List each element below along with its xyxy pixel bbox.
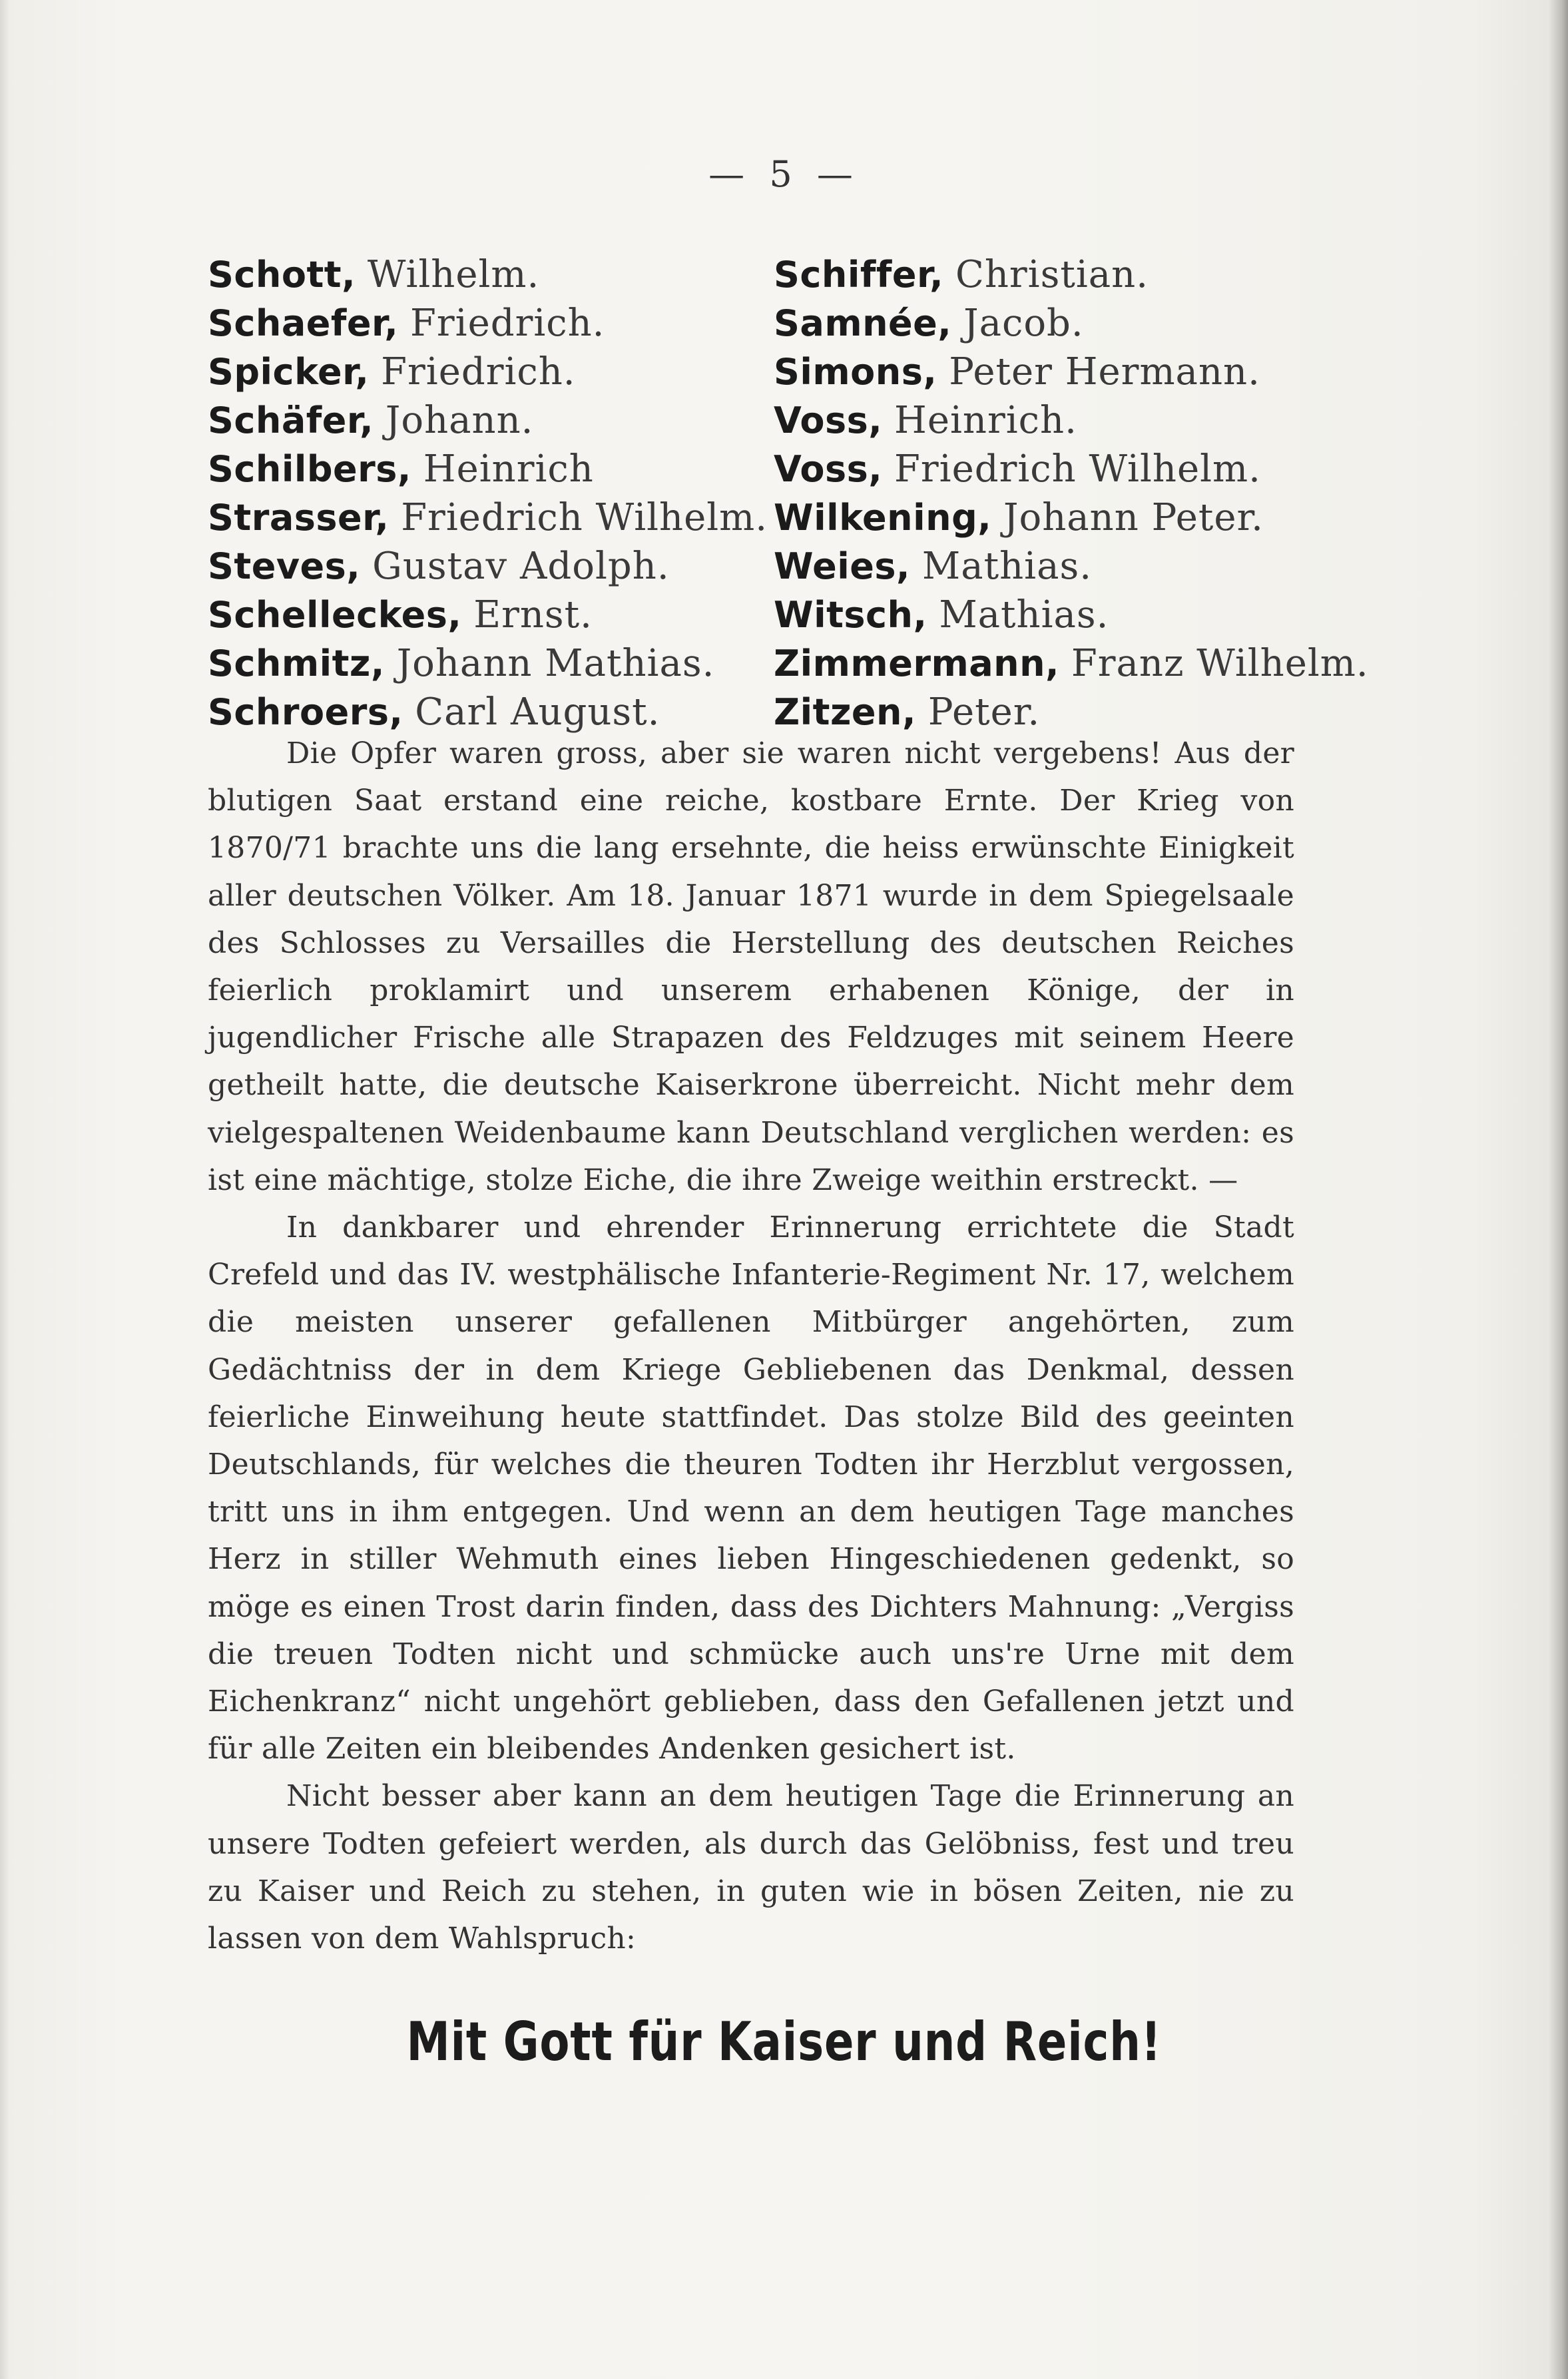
name-entry (774, 299, 1313, 348)
name-entry (774, 493, 1313, 542)
name-entry (208, 542, 774, 591)
surname: Zimmermann, (774, 643, 1060, 684)
given-name: Ernst. (473, 593, 593, 637)
name-entry (774, 542, 1313, 591)
surname: Spicker, (208, 351, 370, 393)
surname: Schilbers, (208, 448, 411, 490)
surname: Schaefer, (208, 302, 399, 344)
name-entry (774, 639, 1369, 688)
given-name: Peter. (927, 690, 1041, 734)
surname: Weies, (774, 545, 911, 587)
page-right-edge (1548, 0, 1568, 2379)
surname: Schmitz, (208, 643, 385, 684)
page-number: — 5 — (708, 153, 860, 195)
name-entry (774, 250, 1313, 299)
surname: Steves, (208, 545, 361, 587)
given-name: Heinrich (423, 447, 594, 491)
given-name: Carl August. (415, 690, 660, 734)
surname: Voss, (774, 448, 883, 490)
surname: Zitzen, (774, 691, 916, 733)
given-name: Friedrich. (410, 302, 605, 345)
name-entry (208, 591, 774, 639)
surname: Schelleckes, (208, 594, 462, 636)
surname: Schroers, (208, 691, 403, 733)
given-name: Johann Mathias. (396, 642, 715, 685)
page-left-edge (0, 0, 9, 2379)
given-name: Friedrich Wilhelm. (401, 496, 768, 539)
given-name: Heinrich. (894, 399, 1077, 442)
given-name: Gustav Adolph. (372, 545, 670, 588)
paragraph: Nicht besser aber kann an dem heutigen Tage die Erinnerung an unsere Todten gefeiert werden, als durch das Gelöbniss, fest und treu zu Kaiser und Reich zu stehen, in guten wie in bösen Zeiten, nie zu lassen von dem Wahlspruch: (208, 1779, 1294, 1956)
given-name: Johann Peter. (1003, 496, 1264, 539)
given-name: Friedrich. (381, 350, 576, 394)
names-column-right (774, 250, 1369, 736)
given-name: Mathias. (921, 545, 1093, 588)
name-entry (774, 348, 1313, 396)
names-list (208, 250, 1369, 736)
motto: Mit Gott für Kaiser und Reich! (406, 2011, 1162, 2073)
paragraph: Die Opfer waren gross, aber sie waren nicht vergebens! Aus der blutigen Saat erstand eine reiche, kostbare Ernte. Der Krieg von 1870/71 brachte uns die lang ersehnte, die heiss erwünschte Einigkeit aller deutschen Völker. Am 18. Januar 1871 wurde in dem Spiegelsaale des Schlosses zu Versailles die Herstellung des deutschen Reiches feierlich proklamirt und unserem erhabenen Könige, der in jugendlicher Frische alle Strapazen des Feldzuges mit seinem Heere getheilt hatte, die deutsche Kaiserkrone überreicht. Nicht mehr dem vielgespaltenen Weidenbaume kann Deutschland verglichen werden: es ist eine mächtige, stolze Eiche, die ihre Zweige weithin erstreckt. — (208, 736, 1294, 1197)
given-name: Wilhelm. (367, 253, 540, 296)
given-name: Mathias. (939, 593, 1109, 637)
name-entry (208, 250, 774, 299)
surname: Schäfer, (208, 399, 374, 441)
given-name: Christian. (955, 253, 1149, 296)
names-column-left (208, 250, 774, 736)
surname: Schott, (208, 254, 356, 296)
name-entry (208, 348, 774, 396)
name-entry (208, 299, 774, 348)
given-name: Franz Wilhelm. (1071, 642, 1369, 685)
name-entry (208, 445, 774, 493)
name-entry (208, 493, 774, 542)
body-text (208, 730, 1294, 1962)
surname: Voss, (774, 399, 883, 441)
given-name: Peter Hermann. (949, 350, 1260, 394)
paragraph: In dankbarer und ehrender Erinnerung errichtete die Stadt Crefeld und das IV. westphälische Infanterie-Regiment Nr. 17, welchem die meisten unserer gefallenen Mitbürger angehörten, zum Gedächtniss der in dem Kriege Gebliebenen das Denkmal, dessen feierliche Einweihung heute stattfindet. Das stolze Bild des geeinten Deutschlands, für welches die theuren Todten ihr Herzblut vergossen, tritt uns in ihm entgegen. Und wenn an dem heutigen Tage manches Herz in stiller Wehmuth eines lieben Hingeschiedenen gedenkt, so möge es einen Trost darin finden, dass des Dichters Mahnung: „Vergiss die treuen Todten nicht und schmücke auch uns're Urne mit dem Eichenkranz“ nicht ungehört geblieben, dass den Gefallenen jetzt und für alle Zeiten ein bleibendes Andenken gesichert ist. (208, 1210, 1294, 1766)
surname: Witsch, (774, 594, 927, 636)
surname: Wilkening, (774, 497, 992, 539)
name-entry (208, 639, 774, 688)
name-entry (208, 396, 774, 445)
surname: Simons, (774, 351, 937, 393)
given-name: Friedrich Wilhelm. (894, 447, 1261, 491)
surname: Strasser, (208, 497, 390, 539)
given-name: Johann. (385, 399, 534, 442)
name-entry (774, 445, 1313, 493)
surname: Schiffer, (774, 254, 944, 296)
given-name: Jacob. (963, 302, 1084, 345)
surname: Samnée, (774, 302, 952, 344)
name-entry (774, 591, 1313, 639)
name-entry (774, 396, 1313, 445)
